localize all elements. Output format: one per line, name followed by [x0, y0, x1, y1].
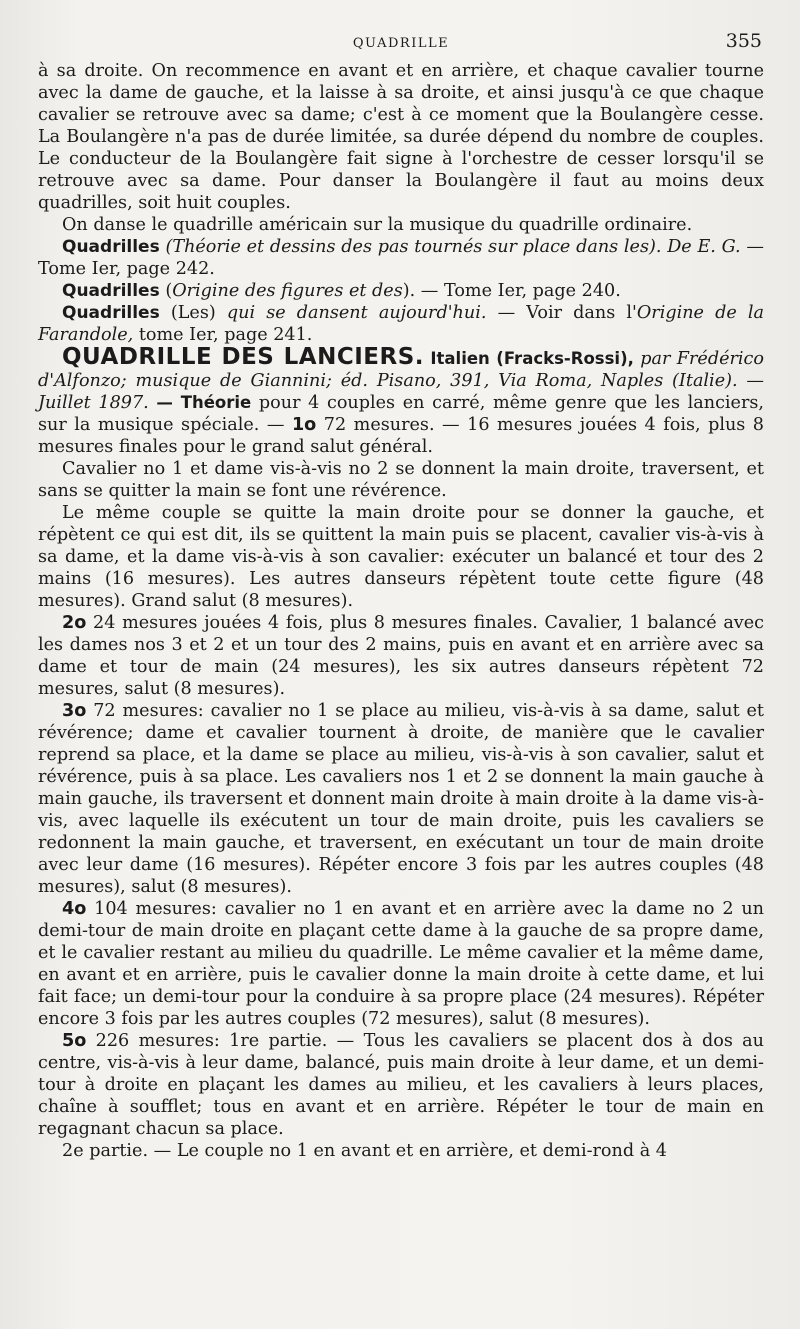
- paragraph-boulangere: à sa droite. On recommence en avant et en arrière, et chaque cavalier tourne avec la dame de gauche, et la laisse à sa droite, et ainsi jusqu'à ce que chaque cavalier se retrouve avec sa dame; c'est à ce moment que la Boulangère cesse. La Boulangère n'a pas de durée limitée, sa durée dépend du nombre de couples. Le conducteur de la Boulangère fait signe à l'orchestre de cesser lorsqu'il se retrouve avec sa dame. Pour danser la Boulangère il faut au moins deux quadrilles, soit huit couples.: [38, 61, 764, 213]
- entry-italic: (Théorie et dessins des pas tournés sur place dans les). De E. G.: [165, 237, 741, 257]
- entry-italic: Origine des figures et des: [172, 281, 403, 301]
- entry-italic: qui se dansent aujourd'hui.: [226, 303, 487, 323]
- entry-paren: (: [165, 281, 173, 301]
- figure-text-3: 72 mesures: cavalier no 1 se place au milieu, vis-à-vis à sa dame, salut et révérence; dame et cavalier tournent à droite, de manière que le cavalier reprend sa place, et la dame se place au milieu, vis-à-vis à son cavalier, salut et révérence, puis à sa place. Les cavaliers nos 1 et 2 se donnent la main gauche à main gauche, ils traversent et donnent main droite à main droite à la dame vis-à-vis, avec laquelle ils exécutent un tour de main droite, puis les cavaliers se redonnent la main gauche, et traversent, en exécutant un tour de main droite avec leur dame (16 mesures). Répéter encore 3 fois par les autres couples (48 mesures), salut (8 mesures).: [38, 701, 765, 897]
- figure-text-5: 226 mesures: 1re partie. — Tous les cavaliers se placent dos à dos au centre, vis-à-vis à leur dame, balancé, puis main droite à leur dame, et un demi-tour à droite en plaçant les dames au milieu, et les cavaliers à leurs places, chaîne à soufflet; tous en avant et en arrière. Répéter le tour de main en regagnant chacun sa place.: [38, 1031, 764, 1139]
- figure-2: [38, 612, 764, 700]
- figure-4: [38, 898, 764, 1030]
- theory-label: — Théorie: [156, 393, 252, 412]
- page-header: [38, 30, 764, 60]
- figure-text-2: 24 mesures jouées 4 fois, plus 8 mesures finales. Cavalier, 1 balancé avec les dames nos 3 et 2 et un tour des 2 mains, puis en avant et en arrière avec sa dame et tour de main (24 mesures), les six autres danseurs répètent 72 mesures, salut (8 mesures).: [38, 613, 765, 699]
- entry-middle: — Voir dans l': [497, 303, 637, 323]
- figure-number-1: 1o: [291, 415, 317, 435]
- lanciers-credit: par Frédérico d'Alfonzo; musique de Giannini; éd. Pisano, 391, Via Roma, Naples (Italie). — Juillet 1897.: [38, 349, 764, 413]
- entry-quadrilles-aujourdhui: [38, 302, 764, 346]
- figure-number-3: 3o: [62, 701, 87, 721]
- figure-number-2: 2o: [62, 613, 87, 633]
- lanciers-headline: QUADRILLE DES LANCIERS.: [62, 344, 424, 370]
- figure-number-5: 5o: [62, 1031, 87, 1051]
- entry-reference: ). — Tome Ier, page 240.: [402, 281, 621, 301]
- figure-text-4: 104 mesures: cavalier no 1 en avant et en arrière avec la dame no 2 un demi-tour de main droite en plaçant cette dame à la gauche de sa propre dame, et le cavalier restant au milieu du quadrille. Le même cavalier et la même dame, en avant et en arrière, puis le cavalier donne la main droite à cette dame, et lui fait face; un demi-tour pour la conduire à sa propre place (24 mesures). Répéter encore 3 fois par les autres couples (72 mesures), salut (8 mesures).: [38, 899, 764, 1029]
- entry-quadrille-des-lanciers: [38, 346, 764, 458]
- entry-italic-2: Origine de la Farandole,: [38, 303, 765, 345]
- entry-paren: (Les): [170, 303, 216, 323]
- paragraph-quadrille-americain: On danse le quadrille américain sur la musique du quadrille ordinaire.: [62, 215, 693, 235]
- entry-quadrilles-origine: [38, 280, 764, 302]
- figure-number-4: 4o: [62, 899, 87, 919]
- paragraph-meme-couple: Le même couple se quitte la main droite pour se donner la gauche, et répètent ce qui est dit, ils se quittent la main puis se placent, cavalier vis-à-vis à sa dame, et la dame vis-à-vis à son cavalier: exécuter un balancé et tour des 2 mains (16 mesures). Les autres danseurs répètent toute cette figure (48 mesures). Grand salut (8 mesures).: [38, 503, 764, 611]
- entry-reference: tome Ier, page 241.: [138, 325, 313, 345]
- figure-5: [38, 1030, 764, 1140]
- lanciers-origin: Italien (Fracks-Rossi),: [430, 349, 634, 368]
- body-text: [38, 60, 764, 1162]
- lanciers-intro: pour 4 couples en carré, même genre que les lanciers, sur la musique spéciale. —: [38, 393, 764, 435]
- page-number: 355: [725, 30, 762, 52]
- figure-3: [38, 700, 764, 898]
- paragraph-2e-partie: 2e partie. — Le couple no 1 en avant et en arrière, et demi-rond à 4: [62, 1141, 667, 1161]
- entry-reference: — Tome Ier, page 242.: [38, 237, 764, 279]
- entry-title: Quadrilles: [62, 303, 160, 323]
- entry-title: Quadrilles: [62, 281, 160, 301]
- entry-title: Quadrilles: [62, 237, 160, 257]
- entry-quadrilles-theorie: [38, 236, 764, 280]
- figure-text-1: 72 mesures. — 16 mesures jouées 4 fois, plus 8 mesures finales pour le grand salut général.: [38, 415, 764, 457]
- running-title: QUADRILLE: [352, 36, 450, 51]
- paragraph-cavalier-1: Cavalier no 1 et dame vis-à-vis no 2 se donnent la main droite, traversent, et sans se quitter la main se font une révérence.: [38, 459, 764, 501]
